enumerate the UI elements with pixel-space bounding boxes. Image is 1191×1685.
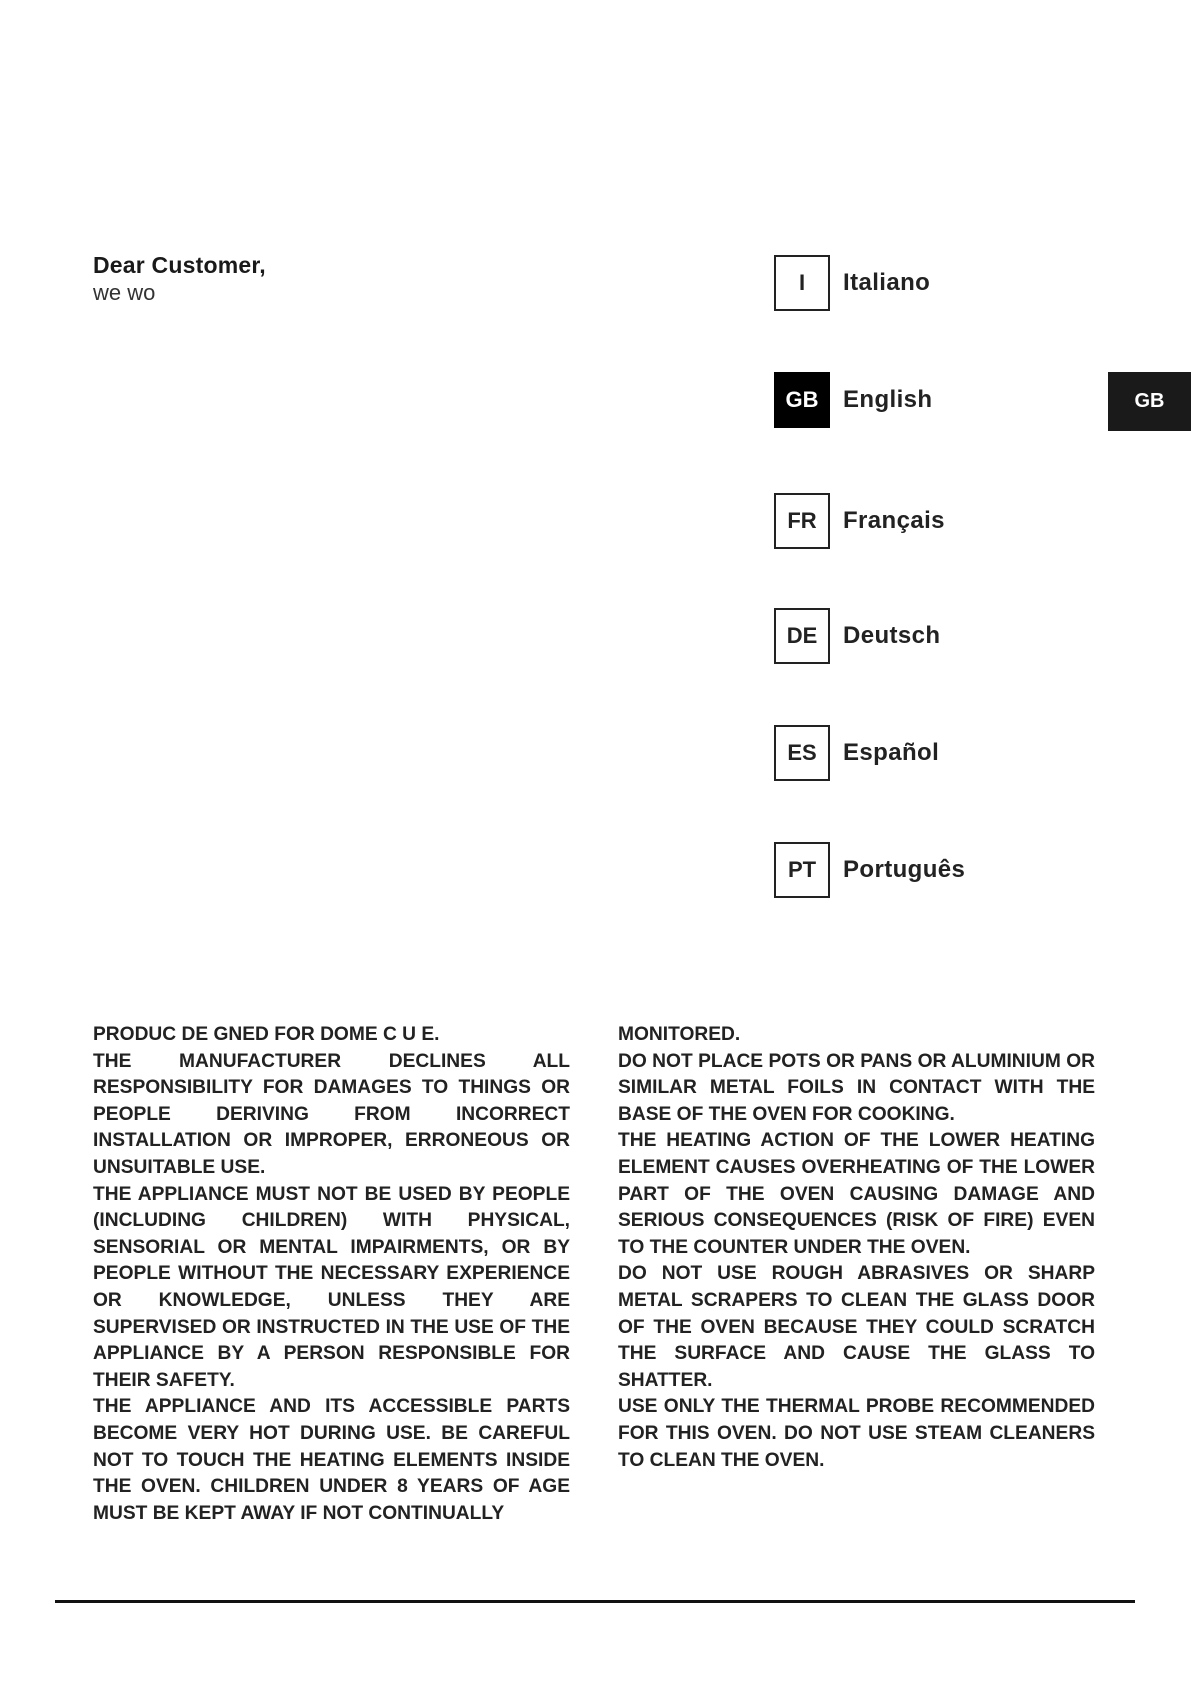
- language-code-box: ES: [774, 725, 830, 781]
- language-name: Español: [843, 739, 940, 766]
- language-name: Deutsch: [843, 622, 941, 649]
- language-item-deutsch[interactable]: [774, 607, 941, 665]
- language-code-box: I: [774, 255, 830, 311]
- language-code-box: FR: [774, 493, 830, 549]
- warning-paragraph: THE HEATING ACTION OF THE LOWER HEATING ELEMENT CAUSES OVERHEATING OF THE LOWER PART OF THE OVEN CAUSING DAMAGE AND SERIOUS CONSEQUENCES (RISK OF FIRE) EVEN TO THE COUNTER UNDER THE OVEN.: [618, 1130, 1095, 1258]
- warning-paragraph: DO NOT USE ROUGH ABRASIVES OR SHARP METAL SCRAPERS TO CLEAN THE GLASS DOOR OF THE OVEN BECAUSE THEY COULD SCRATCH THE SURFACE AND CAUSE THE GLASS TO SHATTER.: [618, 1263, 1095, 1391]
- language-item-portugues[interactable]: [774, 841, 965, 899]
- language-item-espanol[interactable]: [774, 724, 939, 782]
- language-code-box: DE: [774, 608, 830, 664]
- language-code-box-active: GB: [774, 372, 830, 428]
- language-item-italiano[interactable]: [774, 254, 930, 312]
- warning-paragraph: THE APPLIANCE MUST NOT BE USED BY PEOPLE (INCLUDING CHILDREN) WITH PHYSICAL, SENSORIAL OR MENTAL IMPAIRMENTS, OR BY PEOPLE WITHOUT THE NECESSARY EXPERIENCE OR KNOWLEDGE, UNLESS THEY ARE SUPERVISED OR INSTRUCTED IN THE USE OF THE APPLIANCE BY A PERSON RESPONSIBLE FOR THEIR SAFETY.: [93, 1183, 570, 1391]
- warning-paragraph: THE MANUFACTURER DECLINES ALL RESPONSIBILITY FOR DAMAGES TO THINGS OR PEOPLE DERIVING FROM INCORRECT INSTALLATION OR IMPROPER, ERRONEOUS OR UNSUITABLE USE.: [93, 1050, 570, 1178]
- greeting-block: [93, 250, 653, 306]
- warning-paragraph: THE APPLIANCE AND ITS ACCESSIBLE PARTS BECOME VERY HOT DURING USE. BE CAREFUL NOT TO TOUCH THE HEATING ELEMENTS INSIDE THE OVEN. CHILDREN UNDER 8 YEARS OF AGE MUST BE KEPT AWAY IF NOT CONTINUALLY: [93, 1396, 570, 1524]
- warnings-right-column: [618, 1022, 1095, 1474]
- language-item-english[interactable]: [774, 371, 932, 429]
- greeting-title: Dear Customer,: [93, 252, 266, 278]
- warning-paragraph: USE ONLY THE THERMAL PROBE RECOMMENDED FOR THIS OVEN. DO NOT USE STEAM CLEANERS TO CLEAN THE OVEN.: [618, 1396, 1095, 1471]
- footer-divider: [55, 1600, 1135, 1603]
- language-name: English: [843, 386, 933, 413]
- language-name: Português: [843, 856, 966, 883]
- language-name: Français: [843, 507, 945, 534]
- warning-paragraph: MONITORED.: [618, 1024, 741, 1045]
- greeting-body: we wo: [93, 280, 156, 305]
- warnings-left-column: [93, 1022, 570, 1527]
- language-name: Italiano: [843, 269, 931, 296]
- warning-paragraph: DO NOT PLACE POTS OR PANS OR ALUMINIUM OR SIMILAR METAL FOILS IN CONTACT WITH THE BASE OF THE OVEN FOR COOKING.: [618, 1050, 1095, 1125]
- language-item-francais[interactable]: [774, 492, 945, 550]
- side-tab-gb: GB: [1108, 372, 1191, 431]
- language-code-box: PT: [774, 842, 830, 898]
- warning-paragraph: PRODUC DE GNED FOR DOME C U E.: [93, 1024, 440, 1045]
